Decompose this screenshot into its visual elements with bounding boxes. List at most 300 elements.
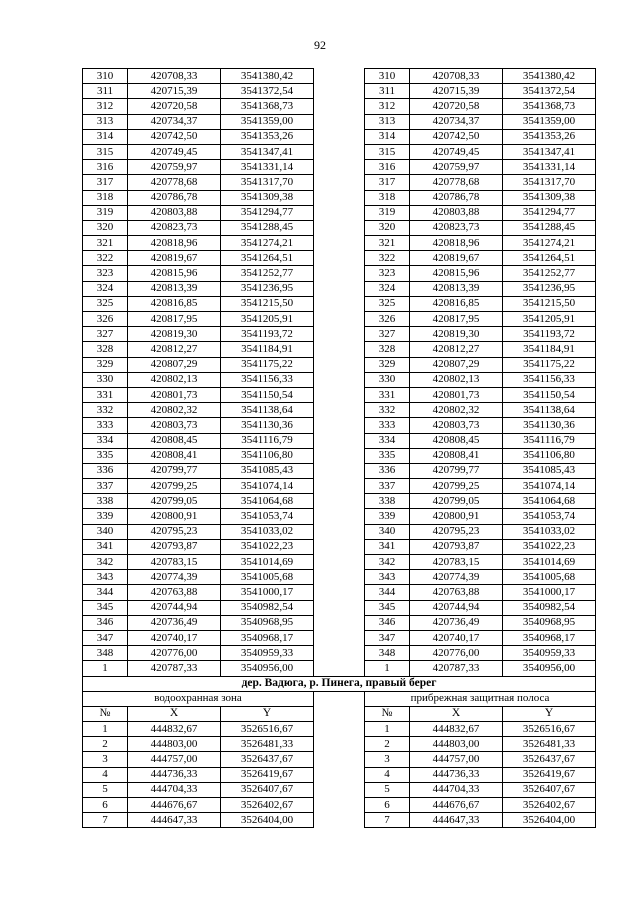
right-point-number: 7 (365, 813, 410, 828)
left-point-number: 312 (83, 99, 128, 114)
right-y-coordinate: 3540968,17 (503, 630, 596, 645)
column-gap (314, 798, 365, 813)
right-x-coordinate: 420818,96 (410, 236, 503, 251)
column-gap (314, 190, 365, 205)
left-y-coordinate: 3541074,14 (221, 479, 314, 494)
right-y-coordinate: 3541252,77 (503, 266, 596, 281)
right-point-number: 329 (365, 357, 410, 372)
column-gap (314, 813, 365, 828)
right-y-coordinate: 3540968,95 (503, 615, 596, 630)
left-point-number: 338 (83, 494, 128, 509)
table-row (83, 813, 596, 828)
left-point-number: 325 (83, 296, 128, 311)
column-gap (314, 342, 365, 357)
table-row (83, 342, 596, 357)
right-y-coordinate: 3526404,00 (503, 813, 596, 828)
right-x-coordinate: 420774,39 (410, 570, 503, 585)
left-point-number: 5 (83, 782, 128, 797)
left-point-number: 311 (83, 84, 128, 99)
right-y-coordinate: 3541000,17 (503, 585, 596, 600)
right-point-number: 343 (365, 570, 410, 585)
right-x-coordinate: 420778,68 (410, 175, 503, 190)
left-point-number: 321 (83, 236, 128, 251)
right-y-coordinate: 3541347,41 (503, 144, 596, 159)
right-x-coordinate: 420801,73 (410, 387, 503, 402)
right-y-coordinate: 3541380,42 (503, 69, 596, 84)
right-point-number: 327 (365, 327, 410, 342)
right-point-number: 328 (365, 342, 410, 357)
left-y-coordinate: 3541294,77 (221, 205, 314, 220)
right-x-coordinate: 420783,15 (410, 555, 503, 570)
right-point-number: 347 (365, 630, 410, 645)
right-x-coordinate: 420795,23 (410, 524, 503, 539)
right-x-coordinate: 420744,94 (410, 600, 503, 615)
right-point-number: 324 (365, 281, 410, 296)
upper-table-body (83, 69, 596, 677)
column-gap (314, 357, 365, 372)
left-point-number: 1 (83, 661, 128, 676)
right-y-coordinate: 3540956,00 (503, 661, 596, 676)
table-row (83, 737, 596, 752)
table-row (83, 327, 596, 342)
column-header-row (83, 706, 596, 721)
right-y-coordinate: 3541074,14 (503, 479, 596, 494)
left-x-coordinate: 420802,13 (128, 372, 221, 387)
left-y-coordinate: 3541184,91 (221, 342, 314, 357)
table-row (83, 661, 596, 676)
right-point-number: 314 (365, 129, 410, 144)
right-point-number: 330 (365, 372, 410, 387)
left-x-coordinate: 420803,73 (128, 418, 221, 433)
table-row (83, 767, 596, 782)
column-gap (314, 448, 365, 463)
left-x-coordinate: 420742,50 (128, 129, 221, 144)
left-point-number: 336 (83, 463, 128, 478)
column-gap (314, 752, 365, 767)
right-y-coordinate: 3541193,72 (503, 327, 596, 342)
table-row (83, 312, 596, 327)
column-gap (314, 84, 365, 99)
right-x-coordinate: 444832,67 (410, 722, 503, 737)
right-x-coordinate: 444736,33 (410, 767, 503, 782)
right-x-coordinate: 420808,45 (410, 433, 503, 448)
column-gap (314, 524, 365, 539)
right-point-number: 337 (365, 479, 410, 494)
table-row (83, 236, 596, 251)
left-x-coordinate: 420708,33 (128, 69, 221, 84)
right-y-coordinate: 3541264,51 (503, 251, 596, 266)
right-x-coordinate: 420786,78 (410, 190, 503, 205)
right-point-number: 317 (365, 175, 410, 190)
left-y-coordinate: 3541236,95 (221, 281, 314, 296)
column-gap (314, 737, 365, 752)
left-point-number: 332 (83, 403, 128, 418)
column-gap (314, 539, 365, 554)
right-x-coordinate: 420799,25 (410, 479, 503, 494)
column-gap (314, 281, 365, 296)
left-point-number: 310 (83, 69, 128, 84)
table-row (83, 387, 596, 402)
left-x-coordinate: 420807,29 (128, 357, 221, 372)
column-gap (314, 327, 365, 342)
right-point-number: 334 (365, 433, 410, 448)
right-x-coordinate: 420802,32 (410, 403, 503, 418)
right-y-coordinate: 3541184,91 (503, 342, 596, 357)
right-x-coordinate: 420823,73 (410, 220, 503, 235)
right-x-coordinate: 420799,77 (410, 463, 503, 478)
left-point-number: 316 (83, 160, 128, 175)
right-point-number: 3 (365, 752, 410, 767)
table-row (83, 433, 596, 448)
left-x-coordinate: 420720,58 (128, 99, 221, 114)
table-row (83, 220, 596, 235)
left-point-number: 314 (83, 129, 128, 144)
right-point-number: 348 (365, 646, 410, 661)
right-x-coordinate: 420720,58 (410, 99, 503, 114)
left-y-coordinate: 3541106,80 (221, 448, 314, 463)
left-x-coordinate: 420744,94 (128, 600, 221, 615)
column-gap (314, 205, 365, 220)
left-x-coordinate: 420816,85 (128, 296, 221, 311)
right-x-coordinate: 420742,50 (410, 129, 503, 144)
right-x-coordinate: 420812,27 (410, 342, 503, 357)
table-row (83, 114, 596, 129)
table-row (83, 357, 596, 372)
right-point-number: 316 (365, 160, 410, 175)
left-y-coordinate: 3541353,26 (221, 129, 314, 144)
right-point-number: 332 (365, 403, 410, 418)
right-y-coordinate: 3541372,54 (503, 84, 596, 99)
left-y-coordinate: 3541359,00 (221, 114, 314, 129)
right-point-number: 322 (365, 251, 410, 266)
left-y-coordinate: 3526437,67 (221, 752, 314, 767)
left-x-coordinate: 420819,30 (128, 327, 221, 342)
column-gap (314, 69, 365, 84)
column-gap (314, 782, 365, 797)
left-point-number: 335 (83, 448, 128, 463)
left-y-coordinate: 3526516,67 (221, 722, 314, 737)
right-x-coordinate: 420816,85 (410, 296, 503, 311)
column-gap (314, 555, 365, 570)
right-x-coordinate: 420736,49 (410, 615, 503, 630)
left-point-number: 1 (83, 722, 128, 737)
left-y-coordinate: 3541317,70 (221, 175, 314, 190)
left-y-coordinate: 3541033,02 (221, 524, 314, 539)
right-point-number: 311 (365, 84, 410, 99)
right-point-number: 346 (365, 615, 410, 630)
table-row (83, 266, 596, 281)
left-y-coordinate: 3541138,64 (221, 403, 314, 418)
right-point-number: 331 (365, 387, 410, 402)
table-row (83, 600, 596, 615)
left-point-number: 345 (83, 600, 128, 615)
right-point-number: 1 (365, 722, 410, 737)
table-row (83, 752, 596, 767)
table-row (83, 448, 596, 463)
left-y-coordinate: 3541264,51 (221, 251, 314, 266)
right-point-number: 341 (365, 539, 410, 554)
right-y-coordinate: 3526516,67 (503, 722, 596, 737)
right-x-coordinate: 420715,39 (410, 84, 503, 99)
right-x-coordinate: 420819,30 (410, 327, 503, 342)
column-gap (314, 585, 365, 600)
left-point-number: 341 (83, 539, 128, 554)
left-x-coordinate: 420808,41 (128, 448, 221, 463)
right-y-coordinate: 3541053,74 (503, 509, 596, 524)
right-x-coordinate: 420819,67 (410, 251, 503, 266)
table-row (83, 251, 596, 266)
table-row (83, 99, 596, 114)
column-gap (314, 387, 365, 402)
table-row (83, 646, 596, 661)
table-row (83, 570, 596, 585)
right-point-number: 312 (365, 99, 410, 114)
left-x-coordinate: 420763,88 (128, 585, 221, 600)
left-x-coordinate: 444832,67 (128, 722, 221, 737)
left-y-coordinate: 3541085,43 (221, 463, 314, 478)
right-point-number: 4 (365, 767, 410, 782)
column-gap (314, 220, 365, 235)
right-point-number: 325 (365, 296, 410, 311)
left-point-number: 327 (83, 327, 128, 342)
left-x-coordinate: 420818,96 (128, 236, 221, 251)
right-x-coordinate: 420740,17 (410, 630, 503, 645)
left-x-coordinate: 420823,73 (128, 220, 221, 235)
right-y-coordinate: 3541138,64 (503, 403, 596, 418)
table-row (83, 463, 596, 478)
left-y-coordinate: 3541116,79 (221, 433, 314, 448)
table-row (83, 190, 596, 205)
right-point-number: 344 (365, 585, 410, 600)
left-point-number: 348 (83, 646, 128, 661)
left-y-coordinate: 3541331,14 (221, 160, 314, 175)
left-point-number: 4 (83, 767, 128, 782)
table-row (83, 160, 596, 175)
right-y-coordinate: 3541130,36 (503, 418, 596, 433)
right-point-number: 310 (365, 69, 410, 84)
left-x-coordinate: 420759,97 (128, 160, 221, 175)
right-point-number: 326 (365, 312, 410, 327)
left-x-coordinate: 444676,67 (128, 798, 221, 813)
table-row (83, 84, 596, 99)
lower-table-body (83, 676, 596, 828)
column-gap (314, 646, 365, 661)
left-x-coordinate: 420740,17 (128, 630, 221, 645)
right-x-coordinate: 420815,96 (410, 266, 503, 281)
left-point-number: 322 (83, 251, 128, 266)
left-y-coordinate: 3526407,67 (221, 782, 314, 797)
right-x-coordinate: 420807,29 (410, 357, 503, 372)
left-point-number: 342 (83, 555, 128, 570)
left-x-coordinate: 444757,00 (128, 752, 221, 767)
right-point-number: 335 (365, 448, 410, 463)
right-y-coordinate: 3541005,68 (503, 570, 596, 585)
right-point-number: 336 (365, 463, 410, 478)
right-point-number: 6 (365, 798, 410, 813)
left-point-number: 331 (83, 387, 128, 402)
table-row (83, 722, 596, 737)
left-point-number: 318 (83, 190, 128, 205)
right-y-coordinate: 3541288,45 (503, 220, 596, 235)
right-x-coordinate: 420759,97 (410, 160, 503, 175)
section-title: дер. Вадюга, р. Пинега, правый берег (83, 676, 596, 691)
left-x-coordinate: 420715,39 (128, 84, 221, 99)
right-header-y: Y (503, 706, 596, 721)
right-zone-title: прибрежная защитная полоса (365, 691, 596, 706)
right-x-coordinate: 444757,00 (410, 752, 503, 767)
right-point-number: 323 (365, 266, 410, 281)
left-point-number: 344 (83, 585, 128, 600)
left-y-coordinate: 3541150,54 (221, 387, 314, 402)
table-row (83, 296, 596, 311)
left-y-coordinate: 3541288,45 (221, 220, 314, 235)
right-y-coordinate: 3541294,77 (503, 205, 596, 220)
right-y-coordinate: 3526437,67 (503, 752, 596, 767)
left-point-number: 3 (83, 752, 128, 767)
right-point-number: 342 (365, 555, 410, 570)
left-y-coordinate: 3541372,54 (221, 84, 314, 99)
right-y-coordinate: 3541033,02 (503, 524, 596, 539)
right-x-coordinate: 420817,95 (410, 312, 503, 327)
left-y-coordinate: 3541064,68 (221, 494, 314, 509)
right-point-number: 345 (365, 600, 410, 615)
left-y-coordinate: 3540956,00 (221, 661, 314, 676)
right-y-coordinate: 3541317,70 (503, 175, 596, 190)
right-header-number: № (365, 706, 410, 721)
left-y-coordinate: 3541175,22 (221, 357, 314, 372)
right-y-coordinate: 3526419,67 (503, 767, 596, 782)
left-x-coordinate: 420783,15 (128, 555, 221, 570)
left-y-coordinate: 3540982,54 (221, 600, 314, 615)
right-x-coordinate: 420808,41 (410, 448, 503, 463)
right-y-coordinate: 3541205,91 (503, 312, 596, 327)
table-row (83, 281, 596, 296)
left-y-coordinate: 3541130,36 (221, 418, 314, 433)
table-row (83, 615, 596, 630)
left-y-coordinate: 3541252,77 (221, 266, 314, 281)
table-row (83, 69, 596, 84)
left-y-coordinate: 3541005,68 (221, 570, 314, 585)
left-x-coordinate: 420787,33 (128, 661, 221, 676)
left-x-coordinate: 420800,91 (128, 509, 221, 524)
left-point-number: 340 (83, 524, 128, 539)
right-y-coordinate: 3541022,23 (503, 539, 596, 554)
right-point-number: 333 (365, 418, 410, 433)
right-point-number: 340 (365, 524, 410, 539)
column-gap (314, 403, 365, 418)
column-gap (314, 661, 365, 676)
table-row (83, 782, 596, 797)
left-x-coordinate: 444704,33 (128, 782, 221, 797)
left-y-coordinate: 3541274,21 (221, 236, 314, 251)
right-point-number: 338 (365, 494, 410, 509)
left-x-coordinate: 420749,45 (128, 144, 221, 159)
table-row (83, 175, 596, 190)
left-x-coordinate: 420801,73 (128, 387, 221, 402)
left-y-coordinate: 3541368,73 (221, 99, 314, 114)
left-point-number: 339 (83, 509, 128, 524)
column-gap (314, 144, 365, 159)
left-y-coordinate: 3541000,17 (221, 585, 314, 600)
left-header-y: Y (221, 706, 314, 721)
left-point-number: 343 (83, 570, 128, 585)
right-y-coordinate: 3540982,54 (503, 600, 596, 615)
column-gap (314, 494, 365, 509)
table-row (83, 630, 596, 645)
column-gap (314, 175, 365, 190)
left-x-coordinate: 444647,33 (128, 813, 221, 828)
left-x-coordinate: 420799,25 (128, 479, 221, 494)
left-x-coordinate: 420793,87 (128, 539, 221, 554)
left-y-coordinate: 3541193,72 (221, 327, 314, 342)
right-x-coordinate: 420803,88 (410, 205, 503, 220)
right-x-coordinate: 444676,67 (410, 798, 503, 813)
left-x-coordinate: 420819,67 (128, 251, 221, 266)
right-y-coordinate: 3541309,38 (503, 190, 596, 205)
left-point-number: 347 (83, 630, 128, 645)
table-row (83, 403, 596, 418)
column-gap (314, 296, 365, 311)
left-header-number: № (83, 706, 128, 721)
column-gap (314, 266, 365, 281)
column-gap (314, 129, 365, 144)
left-y-coordinate: 3526419,67 (221, 767, 314, 782)
left-x-coordinate: 420817,95 (128, 312, 221, 327)
column-gap (314, 418, 365, 433)
column-gap (314, 479, 365, 494)
column-gap (314, 767, 365, 782)
left-x-coordinate: 420734,37 (128, 114, 221, 129)
right-y-coordinate: 3541175,22 (503, 357, 596, 372)
left-y-coordinate: 3540959,33 (221, 646, 314, 661)
left-y-coordinate: 3541014,69 (221, 555, 314, 570)
left-point-number: 333 (83, 418, 128, 433)
right-x-coordinate: 420802,13 (410, 372, 503, 387)
column-gap (314, 691, 365, 706)
right-y-coordinate: 3541236,95 (503, 281, 596, 296)
right-y-coordinate: 3526407,67 (503, 782, 596, 797)
column-gap (314, 615, 365, 630)
left-x-coordinate: 444736,33 (128, 767, 221, 782)
right-x-coordinate: 420813,39 (410, 281, 503, 296)
left-x-coordinate: 420808,45 (128, 433, 221, 448)
right-point-number: 321 (365, 236, 410, 251)
left-point-number: 319 (83, 205, 128, 220)
left-y-coordinate: 3540968,95 (221, 615, 314, 630)
coordinates-table (82, 68, 596, 828)
right-y-coordinate: 3526481,33 (503, 737, 596, 752)
column-gap (314, 630, 365, 645)
right-y-coordinate: 3541359,00 (503, 114, 596, 129)
right-header-x: X (410, 706, 503, 721)
right-point-number: 2 (365, 737, 410, 752)
right-y-coordinate: 3541064,68 (503, 494, 596, 509)
right-y-coordinate: 3541353,26 (503, 129, 596, 144)
column-gap (314, 160, 365, 175)
column-gap (314, 433, 365, 448)
table-row (83, 479, 596, 494)
right-point-number: 313 (365, 114, 410, 129)
left-point-number: 2 (83, 737, 128, 752)
column-gap (314, 114, 365, 129)
left-point-number: 315 (83, 144, 128, 159)
left-x-coordinate: 420774,39 (128, 570, 221, 585)
table-row (83, 585, 596, 600)
table-row (83, 494, 596, 509)
column-gap (314, 251, 365, 266)
right-y-coordinate: 3526402,67 (503, 798, 596, 813)
column-gap (314, 706, 365, 721)
